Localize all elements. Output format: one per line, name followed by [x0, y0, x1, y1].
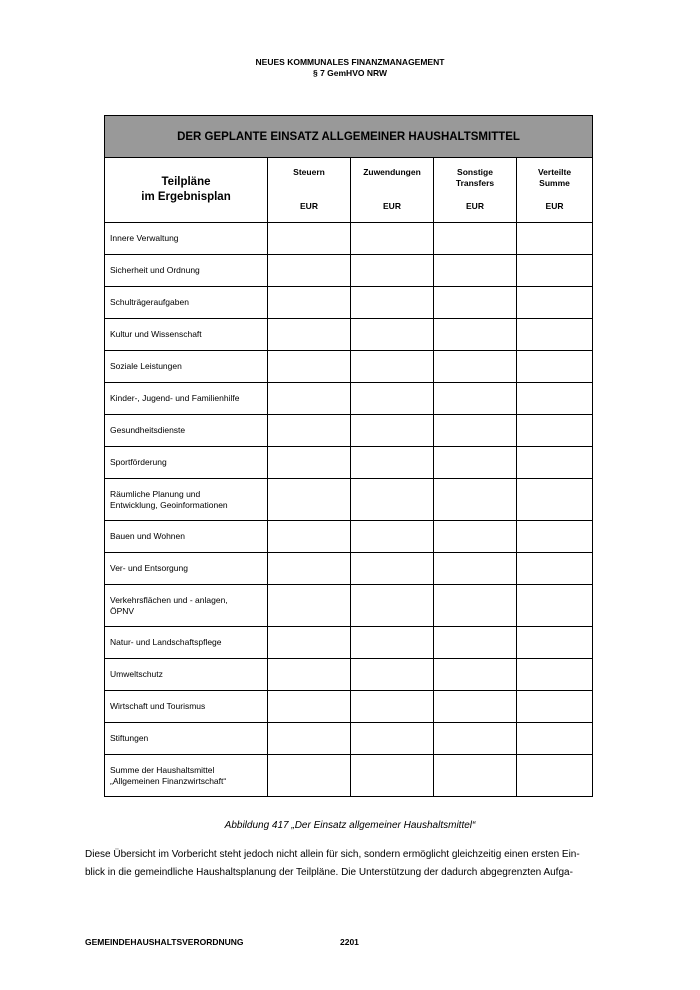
- row-label: [105, 415, 268, 447]
- column-unit: EUR: [466, 201, 484, 211]
- value-cell: [268, 585, 351, 627]
- row-label: [105, 255, 268, 287]
- row-label-line: Kultur und Wissenschaft: [110, 329, 202, 339]
- value-cell: [268, 553, 351, 585]
- row-label-line: Wirtschaft und Tourismus: [110, 701, 206, 711]
- value-cell: [517, 447, 593, 479]
- value-cell: [517, 287, 593, 319]
- row-label-line: Stiftungen: [110, 733, 149, 743]
- value-cell: [351, 255, 434, 287]
- value-cell: [351, 723, 434, 755]
- column-header: [434, 158, 517, 223]
- value-cell: [351, 287, 434, 319]
- value-cell: [268, 447, 351, 479]
- value-cell: [434, 415, 517, 447]
- row-label: [105, 755, 268, 797]
- table-row: [105, 287, 593, 319]
- row-label-line: Entwicklung, Geoinformationen: [110, 499, 228, 510]
- value-cell: [268, 351, 351, 383]
- value-cell: [517, 755, 593, 797]
- document-header-title: NEUES KOMMUNALES FINANZMANAGEMENT: [255, 57, 445, 67]
- row-label: [105, 319, 268, 351]
- row-label-line: Räumliche Planung und: [110, 488, 201, 499]
- column-header: [351, 158, 434, 223]
- value-cell: [434, 627, 517, 659]
- value-cell: [268, 627, 351, 659]
- value-cell: [351, 659, 434, 691]
- table-row: [105, 585, 593, 627]
- row-label: [105, 447, 268, 479]
- row-label: [105, 585, 268, 627]
- row-label-line: Umweltschutz: [110, 669, 163, 679]
- value-cell: [517, 723, 593, 755]
- value-cell: [268, 691, 351, 723]
- value-cell: [517, 223, 593, 255]
- value-cell: [268, 319, 351, 351]
- value-cell: [351, 415, 434, 447]
- value-cell: [434, 521, 517, 553]
- table-row: [105, 447, 593, 479]
- row-label-line: Gesundheitsdienste: [110, 425, 186, 435]
- table-row: [105, 319, 593, 351]
- row-label: [105, 553, 268, 585]
- body-text-line: Diese Übersicht im Vorbericht steht jedoch nicht allein für sich, sondern ermöglicht gleichzeitig einen ersten Ein-: [85, 849, 580, 860]
- value-cell: [434, 287, 517, 319]
- row-label: [105, 627, 268, 659]
- column-header-label-line: Verteilte: [537, 167, 572, 177]
- table-row: [105, 255, 593, 287]
- value-cell: [434, 659, 517, 691]
- value-cell: [351, 627, 434, 659]
- value-cell: [517, 319, 593, 351]
- value-cell: [517, 659, 593, 691]
- value-cell: [517, 255, 593, 287]
- table-row: [105, 223, 593, 255]
- document-header-section: § 7 GemHVO NRW: [312, 68, 387, 78]
- value-cell: [434, 223, 517, 255]
- value-cell: [351, 383, 434, 415]
- value-cell: [434, 447, 517, 479]
- value-cell: [434, 479, 517, 521]
- value-cell: [351, 479, 434, 521]
- table-row: [105, 553, 593, 585]
- body-text-line: blick in die gemeindliche Haushaltsplanung der Teilpläne. Die Unterstützung der dadurch abgegrenzten Aufga-: [85, 867, 573, 878]
- column-header-label-line: Steuern: [293, 167, 325, 177]
- value-cell: [351, 553, 434, 585]
- value-cell: [268, 287, 351, 319]
- row-label-line: Summe der Haushaltsmittel: [110, 764, 215, 775]
- page-number: 2201: [340, 937, 359, 947]
- value-cell: [434, 553, 517, 585]
- column-header-label: [517, 167, 592, 189]
- row-label-line: Soziale Leistungen: [110, 361, 182, 371]
- value-cell: [268, 723, 351, 755]
- value-cell: [517, 351, 593, 383]
- column-header-label: [434, 167, 516, 189]
- value-cell: [517, 585, 593, 627]
- column-unit: EUR: [383, 201, 401, 211]
- budget-table: [104, 115, 593, 797]
- value-cell: [434, 319, 517, 351]
- table-row: [105, 415, 593, 447]
- row-label-line: Verkehrsflächen und - anlagen,: [110, 594, 228, 605]
- row-label: [105, 287, 268, 319]
- table-row: [105, 521, 593, 553]
- value-cell: [268, 521, 351, 553]
- value-cell: [351, 319, 434, 351]
- row-label-line: Kinder-, Jugend- und Familienhilfe: [110, 393, 240, 403]
- row-label-line: Natur- und Landschaftspflege: [110, 637, 222, 647]
- table-row: [105, 723, 593, 755]
- value-cell: [517, 415, 593, 447]
- value-cell: [351, 521, 434, 553]
- value-cell: [434, 755, 517, 797]
- row-label: [105, 691, 268, 723]
- value-cell: [351, 691, 434, 723]
- column-header-label-line: Sonstige: [457, 167, 493, 177]
- row-label-line: Sportförderung: [110, 457, 167, 467]
- value-cell: [517, 383, 593, 415]
- table-row: [105, 691, 593, 723]
- value-cell: [268, 255, 351, 287]
- table-title: DER GEPLANTE EINSATZ ALLGEMEINER HAUSHALTSMITTEL: [105, 116, 593, 158]
- value-cell: [517, 521, 593, 553]
- value-cell: [434, 585, 517, 627]
- column-header-label: [351, 167, 433, 178]
- value-cell: [268, 383, 351, 415]
- value-cell: [517, 479, 593, 521]
- value-cell: [351, 351, 434, 383]
- value-cell: [434, 383, 517, 415]
- column-header-label: [268, 167, 350, 178]
- column-header-label-line: Zuwendungen: [363, 167, 421, 177]
- row-label-line: Innere Verwaltung: [110, 233, 179, 243]
- row-label-line: Ver- und Entsorgung: [110, 563, 188, 573]
- value-cell: [268, 415, 351, 447]
- value-cell: [268, 755, 351, 797]
- first-column-header: [105, 158, 268, 223]
- row-label: [105, 659, 268, 691]
- value-cell: [351, 585, 434, 627]
- table-row: [105, 351, 593, 383]
- value-cell: [434, 691, 517, 723]
- row-label-line: Schulträgeraufgaben: [110, 297, 189, 307]
- first-column-header-line: Teilpläne: [161, 176, 211, 188]
- body-paragraph: [85, 846, 615, 882]
- row-label-line: Sicherheit und Ordnung: [110, 265, 200, 275]
- row-label: [105, 479, 268, 521]
- value-cell: [434, 723, 517, 755]
- row-label-line: „Allgemeinen Finanzwirtschaft“: [110, 775, 227, 786]
- figure-caption: Abbildung 417 „Der Einsatz allgemeiner Haushaltsmittel“: [224, 820, 476, 831]
- value-cell: [434, 351, 517, 383]
- row-label: [105, 723, 268, 755]
- column-header: [517, 158, 593, 223]
- row-label-line: Bauen und Wohnen: [110, 531, 185, 541]
- value-cell: [268, 479, 351, 521]
- row-label: [105, 521, 268, 553]
- value-cell: [517, 627, 593, 659]
- value-cell: [268, 659, 351, 691]
- value-cell: [351, 447, 434, 479]
- row-label: [105, 351, 268, 383]
- value-cell: [517, 691, 593, 723]
- first-column-header-line: im Ergebnisplan: [141, 191, 231, 203]
- row-label: [105, 223, 268, 255]
- table-row: [105, 659, 593, 691]
- row-label: [105, 383, 268, 415]
- column-header-label-line: Transfers: [455, 178, 495, 188]
- value-cell: [351, 755, 434, 797]
- column-unit: EUR: [300, 201, 318, 211]
- value-cell: [351, 223, 434, 255]
- column-header-label-line: Summe: [539, 178, 570, 188]
- table-row: [105, 627, 593, 659]
- table-row: [105, 383, 593, 415]
- footer-title: GEMEINDEHAUSHALTSVERORDNUNG: [85, 937, 244, 947]
- value-cell: [434, 255, 517, 287]
- table-row: [105, 479, 593, 521]
- row-label-line: ÖPNV: [110, 605, 135, 616]
- value-cell: [517, 553, 593, 585]
- column-unit: EUR: [545, 201, 564, 211]
- column-header: [268, 158, 351, 223]
- table-row: [105, 755, 593, 797]
- value-cell: [268, 223, 351, 255]
